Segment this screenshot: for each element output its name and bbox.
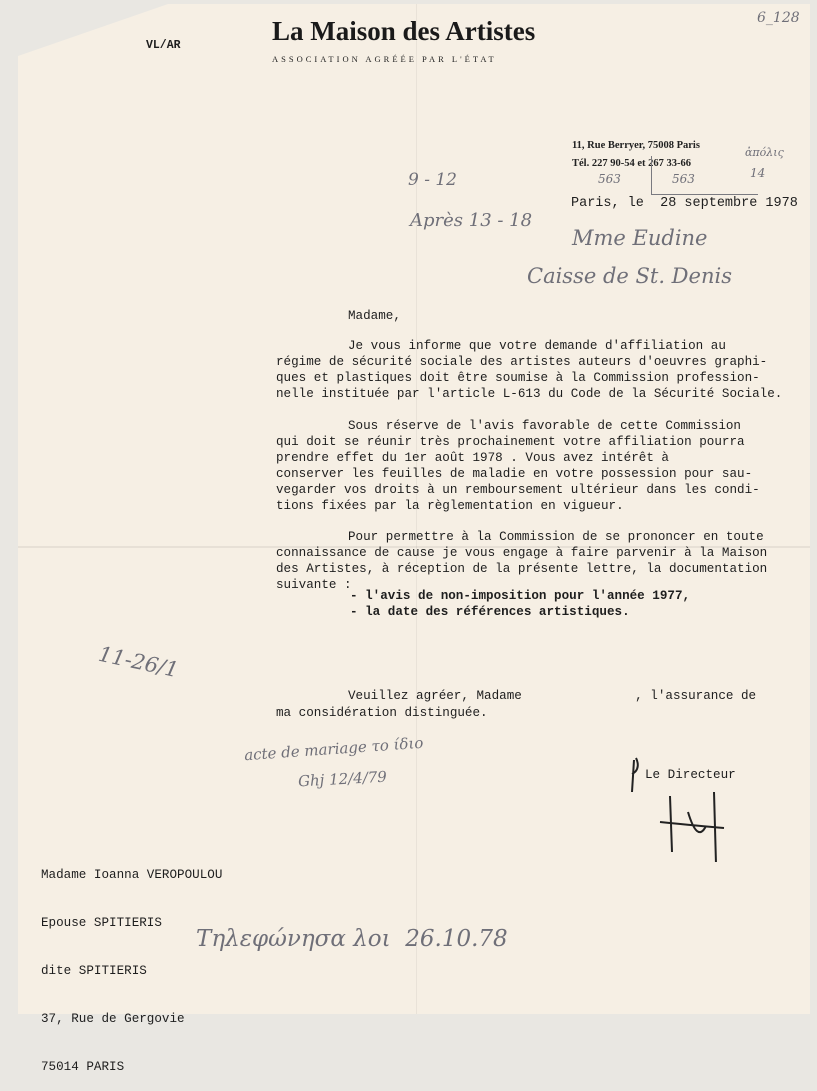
salutation: Madame, — [348, 309, 401, 323]
reference-code: VL/AR — [146, 39, 181, 52]
afternoon-note: Après 13 - 18 — [410, 210, 533, 231]
signatory-title: Le Directeur — [645, 768, 736, 782]
contact-name-note: Mme Eudine — [572, 226, 708, 250]
marriage-date-note: Ghj 12/4/79 — [297, 767, 388, 791]
letterhead-brand: La Maison des Artistes — [272, 16, 536, 46]
hours-note: 9 - 12 — [408, 170, 457, 190]
phone-bracket — [651, 156, 758, 195]
director-signature — [620, 752, 740, 862]
paragraph-1: Je vous informe que votre demande d'affiliation au régime de sécurité sociale des artistes auteurs d'oeuvres graphi- ques et plastiques doit être soumise à la Commission profession- nelle instituée par l'article L-613 du Code de la Sécurité Sociale. — [276, 339, 783, 401]
letterhead-tagline: ASSOCIATION AGRÉÉE PAR L'ÉTAT — [272, 54, 497, 64]
phone-note-1: 563 — [598, 172, 621, 186]
phone-note-3: ἀπόλις — [745, 146, 784, 159]
letter-date: Paris, le 28 septembre 1978 — [571, 196, 798, 211]
closing-line-2: ma considération distinguée. — [276, 706, 488, 720]
letterhead-phone: Tél. 227 90-54 et 267 33-66 — [572, 158, 691, 169]
left-date-note: 11-26/1 — [96, 641, 181, 683]
marriage-note: acte de mariage το ίδιο — [243, 733, 424, 765]
list-item: - l'avis de non-imposition pour l'année 1977, — [350, 589, 691, 603]
closing-line-1: Veuillez agréer, Madame , l'assurance de — [348, 689, 757, 703]
letterhead-address: 11, Rue Berryer, 75008 Paris — [572, 140, 700, 151]
list-item: - la date des références artistiques. — [350, 605, 630, 619]
phone-note-4: 14 — [750, 166, 766, 180]
paragraph-3: Pour permettre à la Commission de se prononcer en toute connaissance de cause je vous engage à faire parvenir à la Maison des Artistes, à réception de la présente lettre, la documentation suivante : — [276, 530, 768, 592]
phoned-note: Τηλεφώνησα λοι 26.10.78 — [196, 926, 508, 952]
file-reference: 6_128 — [757, 10, 800, 26]
paragraph-2: Sous réserve de l'avis favorable de cette Commission qui doit se réunir très prochainement votre affiliation pourra prendre effet du 1er août 1978 . Vous avez intérêt à conserver les feuilles de maladie en votre possession pour sau- vegarder vos droits à un remboursement ultérieur dans les condi- tions fixées par la règlementation en vigueur. — [276, 419, 760, 513]
caisse-note: Caisse de St. Denis — [527, 264, 732, 288]
recipient-address: Madame Ioanna VEROPOULOU Epouse SPITIERIS dite SPITIERIS 37, Rue de Gergovie 75014 PARIS — [41, 868, 223, 1074]
phone-note-2: 563 — [672, 172, 695, 186]
